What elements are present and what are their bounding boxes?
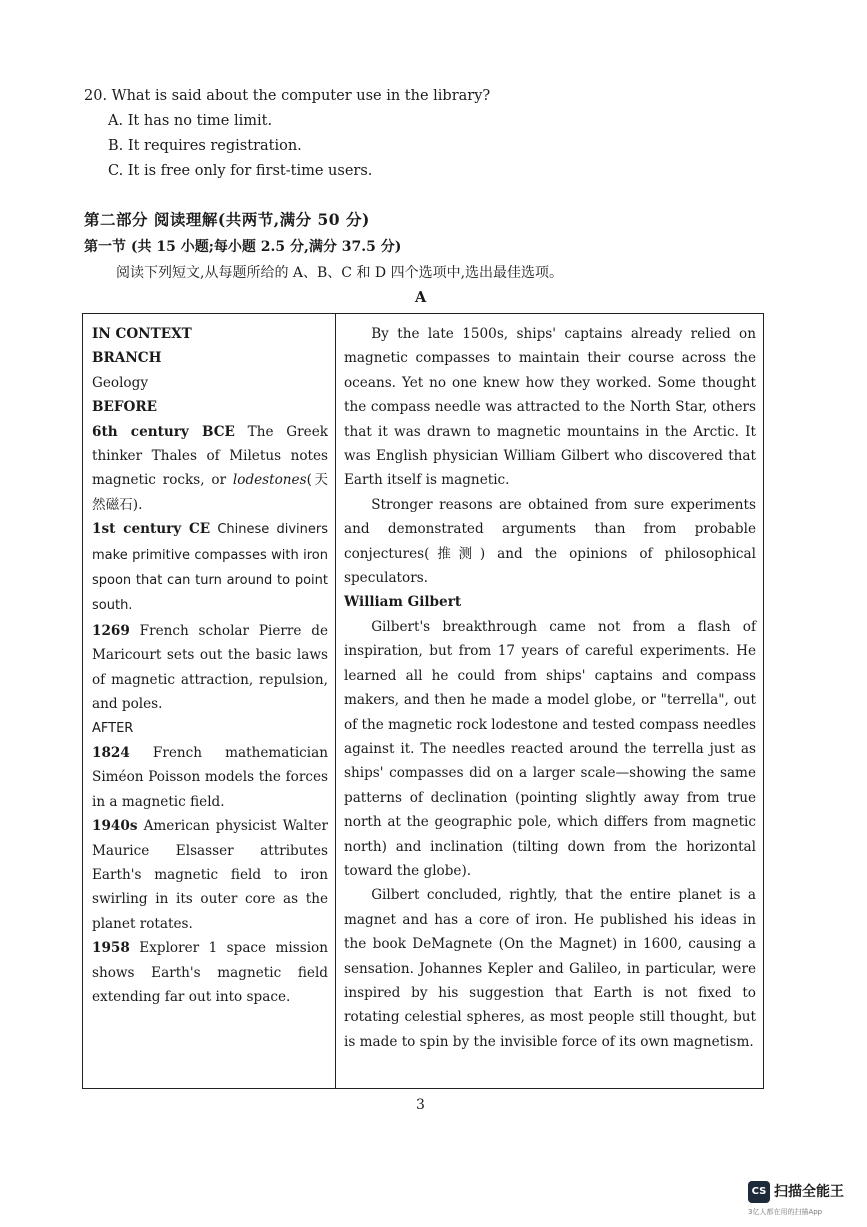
column-divider — [335, 314, 336, 1088]
passage-table — [82, 313, 764, 1089]
passage-subheading: William Gilbert — [344, 594, 462, 611]
question-20 — [84, 84, 490, 184]
passage-label: A — [415, 289, 427, 306]
option-a: A. It has no time limit. — [108, 113, 273, 129]
timeline-text: Chinese diviners make primitive compasses with iron spoon that can turn around to point south. — [92, 522, 328, 614]
before-label: BEFORE — [92, 399, 158, 416]
timeline-text: The Greek thinker Thales of Miletus notes magnetic rocks, or — [92, 423, 328, 489]
timeline-date: 1824 — [92, 744, 130, 761]
timeline-emphasis: lodestones — [232, 472, 307, 489]
page-number: 3 — [416, 1097, 425, 1113]
timeline-item — [92, 420, 328, 518]
timeline-item — [92, 619, 328, 717]
question-stem: 20. What is said about the computer use in the library? — [84, 88, 491, 104]
timeline-date: 1958 — [92, 940, 130, 957]
timeline-item — [92, 741, 328, 814]
timeline-text: American physicist Walter Maurice Elsasser attributes Earth's magnetic field to iron swirling in its outer core as the planet rotates. — [92, 818, 328, 932]
scanner-watermark — [748, 1178, 856, 1218]
timeline-item — [92, 936, 328, 1009]
watermark-name: 扫描全能王 — [774, 1184, 844, 1200]
section-subtitle: 第一节 (共 15 小题;每小题 2.5 分,满分 37.5 分) — [84, 239, 402, 255]
timeline-date: 6th century BCE — [92, 423, 235, 440]
passage-column — [344, 322, 756, 1054]
timeline-date: 1940s — [92, 818, 138, 835]
camscanner-logo-icon: CS — [748, 1181, 770, 1203]
timeline-text: Explorer 1 space mission shows Earth's magnetic field extending far out into space. — [92, 940, 328, 1005]
paragraph-2: Stronger reasons are obtained from sure experiments and demonstrated arguments than from probable conjectures(推测) and the opinions of philosophical speculators. — [344, 496, 756, 587]
option-c: C. It is free only for first-time users. — [108, 163, 373, 179]
after-label: AFTER — [92, 720, 134, 736]
section-title: 第二部分 阅读理解(共两节,满分 50 分) — [84, 210, 370, 229]
paragraph-3: Gilbert's breakthrough came not from a flash of inspiration, but from 17 years of careful experiments. He learned all he could from ships' captains and compass makers, and then he made a model globe, or "terrella", out of the magnetic rock lodestone and tested compass needles against it. The needles reacted around the terrella just as ships' compasses did on a larger scale—showing the same patterns of declination (pointing slightly away from true north at the geographic pole, which differs from magnetic north) and inclination (tilting down from the horizontal toward the globe). — [344, 618, 756, 879]
option-b: B. It requires registration. — [108, 138, 302, 154]
context-heading: IN CONTEXT — [92, 326, 192, 342]
branch-label: BRANCH — [92, 350, 162, 367]
timeline-date: 1st century CE — [92, 521, 211, 538]
timeline-text: French scholar Pierre de Maricourt sets out the basic laws of magnetic attraction, repulsion, and poles. — [92, 622, 328, 713]
timeline-item — [92, 517, 328, 619]
timeline-date: 1269 — [92, 622, 130, 639]
context-column — [92, 322, 328, 1009]
timeline-text: French mathematician Siméon Poisson models the forces in a magnetic field. — [92, 744, 328, 810]
paragraph-1: By the late 1500s, ships' captains already relied on magnetic compasses to maintain their course across the oceans. Yet no one knew how they worked. Some thought the compass needle was attracted to the North Star, others that it was drawn to magnetic mountains in the Arctic. It was English physician William Gilbert who discovered that Earth itself is magnetic. — [344, 326, 756, 489]
timeline-item — [92, 814, 328, 936]
watermark-tagline: 3亿人都在用的扫描App — [748, 1208, 823, 1216]
paragraph-4: Gilbert concluded, rightly, that the entire planet is a magnet and has a core of iron. He published his ideas in the book DeMagnete (On the Magnet) in 1600, causing a sensation. Johannes Kepler and Galileo, in particular, were inspired by his suggestion that Earth is not fixed to rotating celestial spheres, as most people still thought, but is made to spin by the invisible force of its own magnetism. — [344, 887, 756, 1050]
timeline-text-tail: (天然磁石). — [92, 472, 328, 513]
branch-value: Geology — [92, 374, 149, 391]
section-instruction: 阅读下列短文,从每题所给的 A、B、C 和 D 四个选项中,选出最佳选项。 — [116, 265, 564, 281]
